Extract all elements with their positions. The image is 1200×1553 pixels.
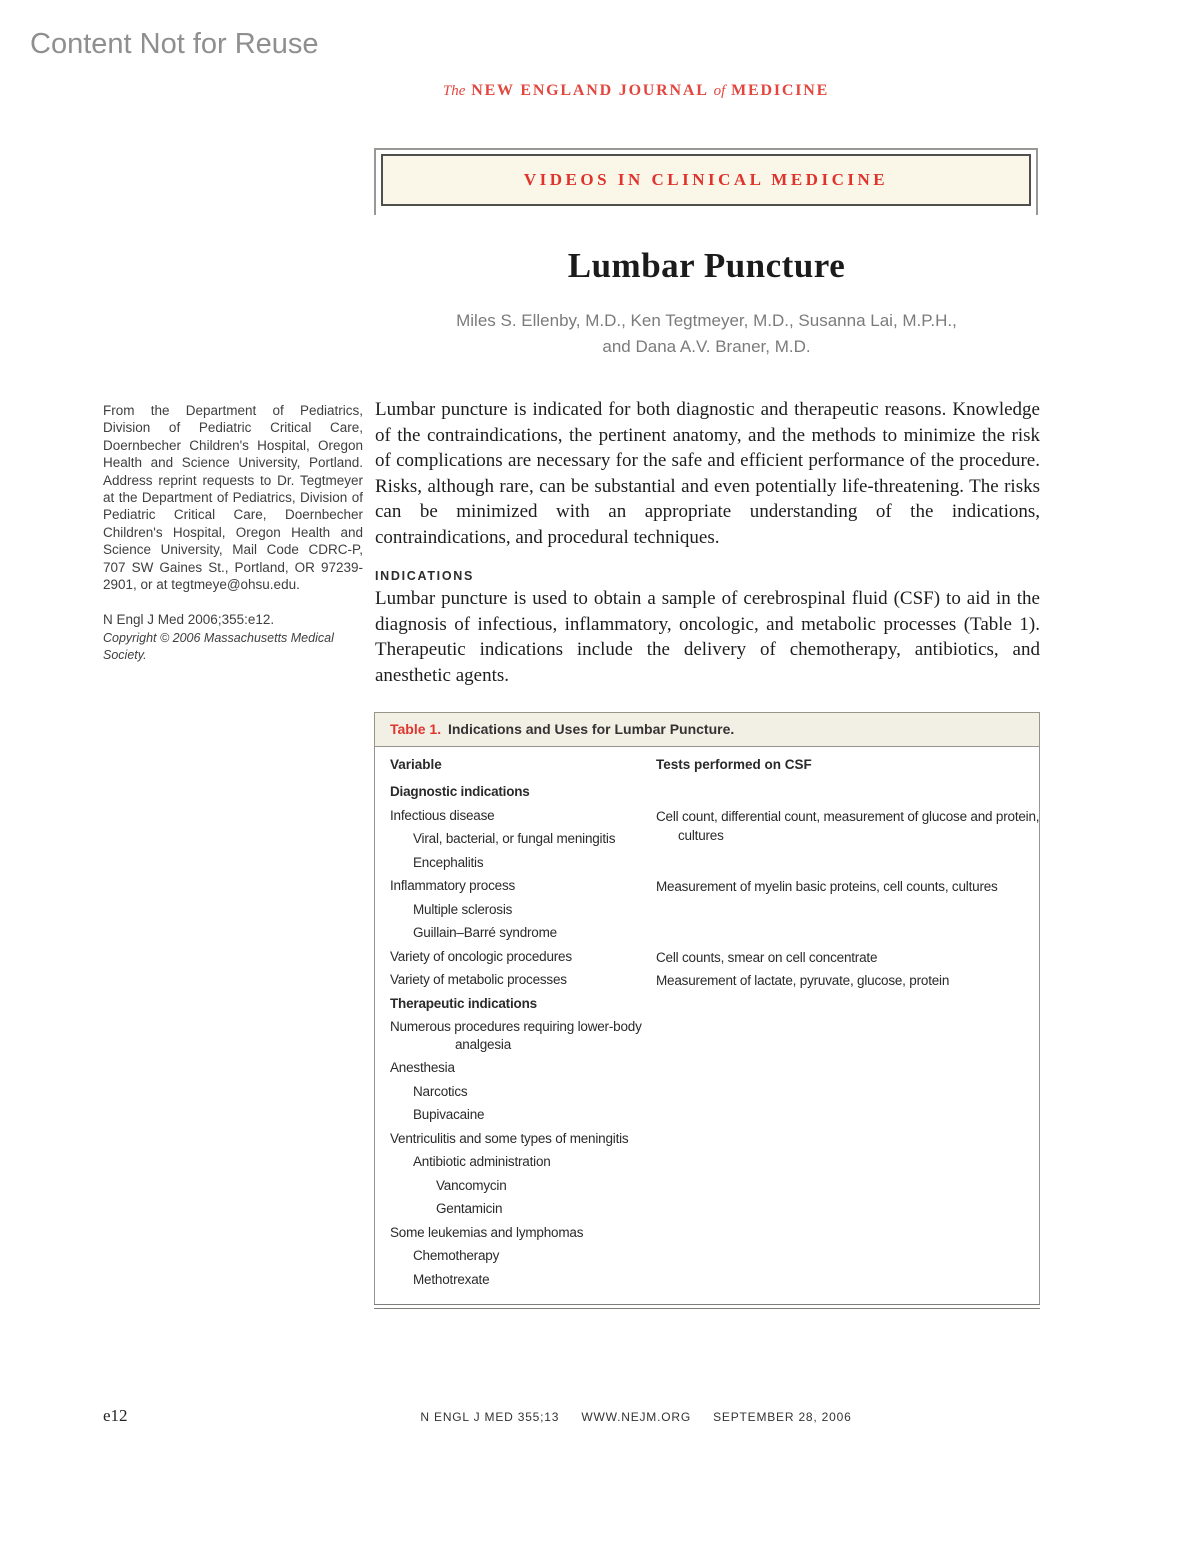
indications-heading: INDICATIONS xyxy=(375,569,475,583)
table-row xyxy=(390,992,1024,1016)
footer-url: WWW.NEJM.ORG xyxy=(581,1410,691,1424)
feature-banner xyxy=(381,154,1031,206)
variable-cell: Viral, bacterial, or fungal meningitis xyxy=(413,831,616,846)
authors-line-1: Miles S. Ellenby, M.D., Ken Tegtmeyer, M.D., Susanna Lai, M.P.H., xyxy=(456,311,957,330)
table-row xyxy=(390,1268,1024,1292)
feature-frame xyxy=(374,148,1038,215)
margin-note xyxy=(103,402,363,665)
variable-cell: Gentamicin xyxy=(436,1201,503,1216)
masthead-the: The xyxy=(442,83,466,99)
authors-line-2: and Dana A.V. Braner, M.D. xyxy=(602,337,811,356)
table-row xyxy=(390,1127,1024,1151)
table-row xyxy=(390,780,1024,804)
table-number-label: Table 1. xyxy=(390,721,442,737)
table-row xyxy=(390,1174,1024,1198)
masthead-of: of xyxy=(713,83,726,99)
table-row xyxy=(390,851,1024,875)
table-caption: Indications and Uses for Lumbar Puncture. xyxy=(447,721,735,737)
table-row xyxy=(390,898,1024,922)
masthead-name-1: NEW ENGLAND JOURNAL xyxy=(471,82,708,99)
variable-cell: Encephalitis xyxy=(413,854,484,870)
tests-cell: Cell count, differential count, measurement of glucose and protein, cultures xyxy=(656,808,1040,843)
journal-masthead xyxy=(36,82,1200,100)
table-row xyxy=(390,1080,1024,1104)
variable-cell: Narcotics xyxy=(413,1083,468,1099)
table-row xyxy=(390,1221,1024,1245)
column-header-tests: Tests performed on CSF xyxy=(656,757,812,772)
table-row xyxy=(390,874,1024,898)
table-row xyxy=(390,827,1024,851)
variable-cell: Vancomycin xyxy=(436,1177,507,1193)
indications-paragraph: Lumbar puncture is used to obtain a sample of cerebrospinal fluid (CSF) to aid in the diagnosis of infectious, inflammatory, oncologic, and metabolic processes (Table 1). Therapeutic indications include the delivery of chemotherapy, antibiotics, and anesthetic agents. xyxy=(375,588,1040,686)
copyright-text: Copyright © 2006 Massachusetts Medical Society. xyxy=(103,630,334,663)
variable-cell: Guillain–Barré syndrome xyxy=(413,925,557,940)
tests-cell: Measurement of myelin basic proteins, cell counts, cultures xyxy=(656,879,998,894)
table-body xyxy=(375,775,1039,1304)
variable-cell: Numerous procedures requiring lower-body analgesia xyxy=(390,1019,642,1052)
table-column-headers xyxy=(375,747,1039,775)
variable-cell: Variety of oncologic procedures xyxy=(390,948,572,964)
table-row xyxy=(390,1244,1024,1268)
masthead-name-2: MEDICINE xyxy=(731,82,830,99)
article-body xyxy=(375,397,1040,688)
variable-cell: Infectious disease xyxy=(390,807,495,823)
page-number: e12 xyxy=(103,1406,128,1425)
article-authors xyxy=(345,308,1068,360)
variable-cell: Ventriculitis and some types of meningitis xyxy=(390,1130,629,1146)
footer-citation xyxy=(36,1410,1200,1424)
citation-text: N Engl J Med 2006;355:e12. xyxy=(103,612,275,628)
tests-cell: Measurement of lactate, pyruvate, glucose, protein xyxy=(656,973,950,988)
table-row xyxy=(390,1103,1024,1127)
table-row xyxy=(390,945,1024,969)
footer-date: SEPTEMBER 28, 2006 xyxy=(713,1410,852,1424)
table-row xyxy=(390,1150,1024,1174)
variable-cell: Bupivacaine xyxy=(413,1107,485,1122)
variable-cell: Methotrexate xyxy=(413,1271,490,1287)
table-1 xyxy=(374,712,1040,1305)
affiliation-text: From the Department of Pediatrics, Division of Pediatric Critical Care, Doernbecher Children's Hospital, Oregon Health and Science University, Portland. Address reprint requests to Dr. Tegtmeyer at the Department of Pediatrics, Division of Pediatric Critical Care, Doernbecher Children's Hospital, Oregon Health and Science University, Mail Code CDRC-P, 707 SW Gaines St., Portland, OR 97239-2901, or at tegtmeye@ohsu.edu. xyxy=(103,403,363,593)
article-title: Lumbar Puncture xyxy=(567,246,846,285)
tests-cell: Cell counts, smear on cell concentrate xyxy=(656,949,878,965)
feature-banner-label: VIDEOS IN CLINICAL MEDICINE xyxy=(523,170,889,189)
table-row xyxy=(390,1197,1024,1221)
variable-cell: Some leukemias and lymphomas xyxy=(390,1224,584,1240)
table-title-band xyxy=(375,713,1039,747)
variable-cell: Antibiotic administration xyxy=(413,1154,551,1169)
column-header-variable: Variable xyxy=(390,757,442,772)
table-row xyxy=(390,968,1024,992)
table-bottom-rule xyxy=(374,1304,1040,1309)
intro-paragraph: Lumbar puncture is indicated for both diagnostic and therapeutic reasons. Knowledge of the contraindications, the pertinent anatomy, and the methods to minimize the risk of complications are necessary for the safe and efficient performance of the procedure. Risks, although rare, can be substantial and even potentially life-threatening. The risks can be minimized with an appropriate understanding of the indications, contraindications, and procedural techniques. xyxy=(375,399,1040,548)
variable-cell: Chemotherapy xyxy=(413,1248,500,1263)
watermark-text: Content Not for Reuse xyxy=(30,28,319,60)
table-row xyxy=(390,1015,1024,1056)
table-row xyxy=(390,1056,1024,1080)
variable-cell: Variety of metabolic processes xyxy=(390,972,567,987)
variable-cell: Anesthesia xyxy=(390,1060,455,1075)
variable-cell: Therapeutic indications xyxy=(390,995,537,1011)
variable-cell: Diagnostic indications xyxy=(390,784,530,799)
footer-journal-ref: N ENGL J MED 355;13 xyxy=(420,1410,560,1424)
table-row xyxy=(390,921,1024,945)
variable-cell: Multiple sclerosis xyxy=(413,901,513,917)
variable-cell: Inflammatory process xyxy=(390,878,516,893)
